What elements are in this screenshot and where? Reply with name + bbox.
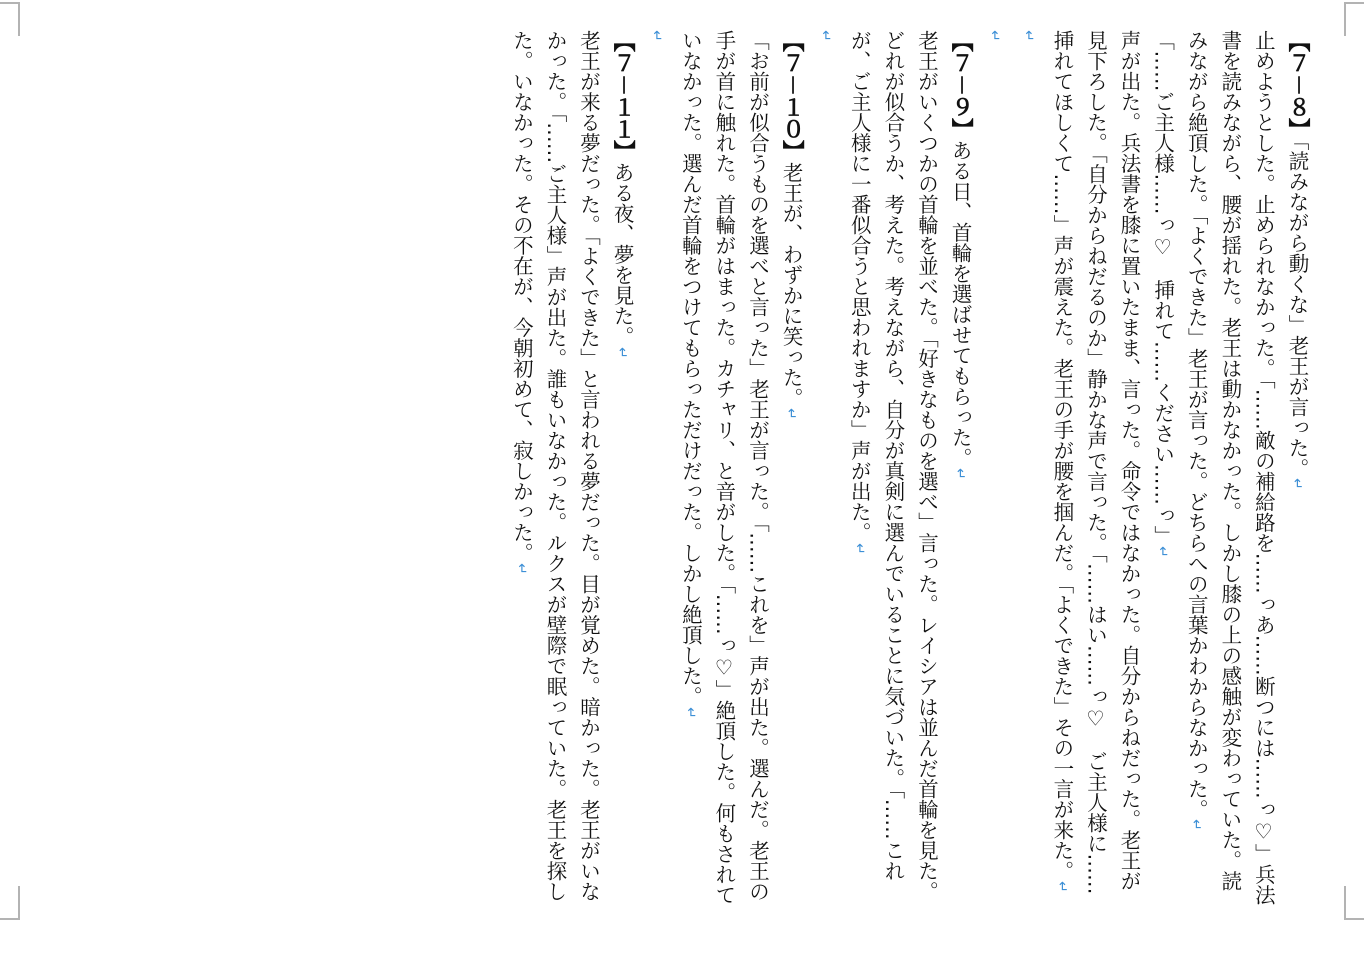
vertical-text-body[interactable] xyxy=(4,30,1314,910)
paragraph xyxy=(1011,30,1045,910)
paragraph xyxy=(808,30,842,910)
return-mark-icon: ↵ xyxy=(1188,819,1205,831)
section-heading: 【７－１０】 xyxy=(779,30,805,163)
paragraph xyxy=(1279,30,1314,910)
return-mark-icon: ↵ xyxy=(513,563,530,575)
section-heading: 【７－１１】 xyxy=(610,30,636,163)
paragraph xyxy=(1179,30,1280,910)
return-mark-icon: ↵ xyxy=(1053,880,1070,893)
paragraph xyxy=(842,30,943,910)
paragraph-text: 老王が、わずかに笑った。 xyxy=(779,162,804,409)
return-mark-icon: ↵ xyxy=(1154,546,1171,558)
return-mark-icon: ↵ xyxy=(783,408,800,420)
return-mark-icon: ↵ xyxy=(682,706,699,719)
paragraph xyxy=(942,30,977,910)
paragraph xyxy=(673,30,774,910)
return-mark-icon: ↵ xyxy=(851,542,868,555)
section-heading: 【７－９】 xyxy=(948,30,974,141)
paragraph-text: 声が出た。兵法書を膝に置いたまま、言った。命令ではなかった。自分からねだった。老王が見下ろした。「自分からねだるのか」静かな声で言った。「……はい……っ♡ ご主人様に……挿れてほしくて……」声が震えた。老王の手が腰を掴んだ。「よくできた」その一言が来た。 xyxy=(1049,30,1142,895)
crop-mark-bottom-right xyxy=(1344,886,1364,920)
paragraph-text: 「読みながら動くな」老王が言った。 xyxy=(1285,140,1309,479)
paragraph xyxy=(977,30,1011,910)
paragraph-text: 老王が来る夢だった。「よくできた」と言われる夢だった。目が覚めた。暗かった。老王がいなかった。「……ご主人様」声が出た。誰もいなかった。ルクスが壁際で眠っていた。老王を探した。いなかった。その不在が、今朝初めて、寂しかった。 xyxy=(509,30,601,902)
paragraph xyxy=(774,30,809,910)
return-mark-icon: ↵ xyxy=(614,346,631,359)
section-heading: 【７－８】 xyxy=(1285,30,1310,141)
return-mark-icon: ↵ xyxy=(1289,478,1305,490)
paragraph-text: 止めようとした。止められなかった。「……敵の補給路を……っあ……断つには……っ♡」兵法書を読みながら、腰が揺れた。老王は動かなかった。しかし膝の上の感触が変わっていた。読みながら絶頂した。「よくできた」老王が言った。どちらへの言葉かわからなかった。 xyxy=(1184,30,1276,905)
return-mark-icon: ↵ xyxy=(648,30,665,42)
paragraph-text: ある日、首輪を選ばせてもらった。 xyxy=(948,140,973,469)
paragraph-text: 「……ご主人様……っ♡ 挿れて……ください……っ」 xyxy=(1150,30,1175,546)
paragraph-text: 「お前が似合うものを選べと言った」老王が言った。「……これを」声が出た。選んだ。老王の手が首に触れた。首輪がはまった。カチャリ、と音がした。「……っ♡」絶頂した。何もされていなかった。選んだ首輪をつけてもらっただけだった。しかし絶頂した。 xyxy=(678,30,770,905)
paragraph xyxy=(1044,30,1145,910)
return-mark-icon: ↵ xyxy=(1020,30,1037,42)
paragraph-text: 老王がいくつかの首輪を並べた。「好きなものを選べ」言った。レイシアは並んだ首輪を見た。どれが似合うか、考えた。考えながら、自分が真剣に選んでいることに気づいた。「……これが、ご主人様に一番似合うと思われますか」声が出た。 xyxy=(847,30,939,902)
paragraph xyxy=(504,30,605,910)
paragraph xyxy=(639,30,673,910)
crop-mark-top-right xyxy=(1344,2,1364,36)
paragraph xyxy=(1145,30,1179,910)
paragraph xyxy=(605,30,640,910)
paragraph-text: ある夜、夢を見た。 xyxy=(610,162,635,347)
return-mark-icon: ↵ xyxy=(952,468,969,480)
return-mark-icon: ↵ xyxy=(986,30,1003,42)
return-mark-icon: ↵ xyxy=(817,30,834,42)
